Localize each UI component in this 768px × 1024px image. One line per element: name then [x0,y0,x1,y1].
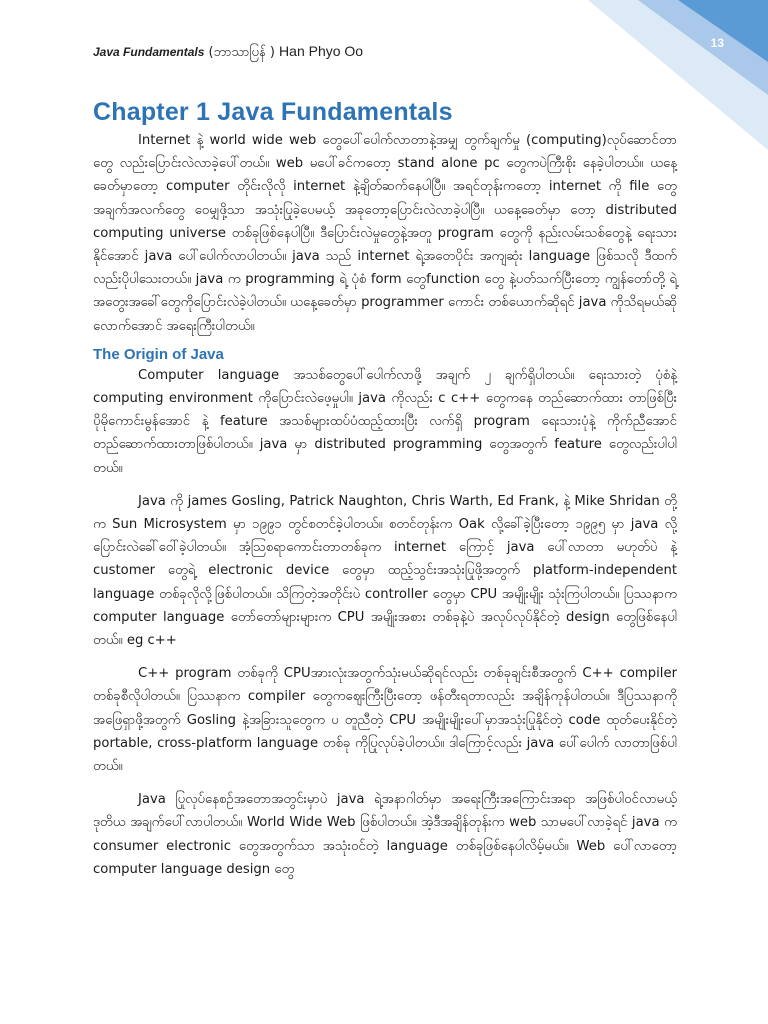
running-header [93,43,363,63]
section-paragraph-1: Computer language အသစ်တွေပေါ်ပေါက်လာဖို့ အချက် ၂ ချက်ရှိပါတယ်။ ရေးသားတဲ့ ပုံစံနဲ့ computing environment ကိုပြောင်းလဲဖေ့မှုပါ။ java ကိုလည်း c c++ တွေကနေ တည်ဆောက်ထား တာဖြစ်ပြီး ပိုမိုကောင်းမွန်အောင် နဲ့ feature အသစ်များထပ်ပံထည့်ထားပြီး လက်ရှိ program ရေးသားပုံနဲ့ ကိုက်ညီအောင် တည်ဆောက်ထားတာဖြစ်ပါတယ်။ java မှာ distributed programming တွေအတွက် feature တွေလည်းပါပါတယ်။ [93,367,677,476]
header-book-title: Java Fundamentals [93,45,205,59]
chapter-intro-paragraph: Internet နဲ့ world wide web တွေပေါ်ပေါက်လာတာနဲ့အမျှ တွက်ချက်မှု (computing)လုပ်ဆောင်တာတွေ လည်းပြောင်းလဲလာခဲ့ပေါ်တယ်။ web မပေါ်ခင်ကတော့ stand alone pc တွေကပဲကြီးစိုး နေခဲ့ပါတယ်။ ယနေ့ခေတ်မှာတော့ computer တိုင်းလိုလို internet နဲ့ချိတ်ဆက်နေပါပြီ။ အရင်တုန်းကတော့ internet ကို file တွေ အချက်အလက်တွေ ဝေမျှဖို့သာ အသုံးပြုခဲ့ပေမယ့် အခုတော့ပြောင်းလဲလာခဲ့ပါပြီ။ ယနေ့ခေတ်မှာ တော့ distributed computing universe တစ်ခုဖြစ်နေပါပြီ။ ဒီပြောင်းလဲမှုတွေနဲ့အတူ program တွေကို နည်းလမ်းသစ်တွေနဲ့ ရေးသားနိုင်အောင် java ပေါ်ပေါက်လာပါတယ်။ java သည် internet ရဲ့အတေပိုင်း အကျဆုံး language ဖြစ်သလို ဒီထက်လည်းပိုပါသေးတယ်။ java က programming ရဲ့ ပုံစံ form တွေfunction တွေ နဲ့ပတ်သက်ပြီးတော့ ကျွန်တော်တို့ ရဲ့ အတွေးအခေါ်တွေကိုပြောင်းလဲခဲ့ပါတယ်။ ယနေ့ခေတ်မှာ programmer ကောင်း တစ်ယောက်ဆိုရင် java ကိုသိရမယ်ဆိုလောက်အောင် အရေးကြီးပါတယ်။ [93,133,677,334]
chapter-title: Chapter 1 Java Fundamentals [93,98,453,126]
section-title: The Origin of Java [93,345,224,363]
header-language-note: (ဘာသာပြန် ) [208,45,275,60]
page-number: 13 [710,36,724,50]
header-author: Han Phyo Oo [279,43,364,59]
page-content [93,98,677,891]
section-paragraph-2: Java ကို james Gosling, Patrick Naughton, Chris Warth, Ed Frank, နဲ့ Mike Shridan တို့က Sun Microsystem မှာ ၁၉၉၁ တွင်စတင်ခဲ့ပါတယ်။ စတင်တုန်းက Oak လို့ခေါ်ခဲ့ပြီးတော့ ၁၉၉၅ မှာ java လို့ပြောင်းလဲခေါ်ဝေါ်ခဲ့ပါတယ်။ အံ့သြစရာကောင်းတာတစ်ခုက internet ကြောင့် java ပေါ်လာတာ မဟုတ်ပဲ နဲ့ customer တွေရဲ့ electronic device တွေမှာ ထည့်သွင်းအသုံးပြုဖို့အတွက် platform-independent language တစ်ခုလိုလို့ဖြစ်ပါတယ်။ သိကြတဲ့အတိုင်းပဲ controller တွေမှာ CPU အမျိုးမျိုး သုံးကြပါတယ်။ ပြဿနာက computer language တော်တော်များများက CPU အမျိုးအစား တစ်ခုနဲ့ပဲ အလုပ်လုပ်နိုင်တဲ့ design တွေဖြစ်နေပါတယ်။ eg c++ [93,493,677,649]
section-paragraph-3: C++ program တစ်ခုကို CPUအားလုံးအတွက်သုံးမယ်ဆိုရင်လည်း တစ်ခုချင်းစီအတွက် C++ compiler တစ်ခုစီလိုပါတယ်။ ပြဿနာက compiler တွေကဈေးကြီးပြီးတော့ ဖန်တီးရတာလည်း အချိန်ကုန်ပါတယ်။ ဒီပြဿနာကို အဖြေရှာဖို့အတွက် Gosling နဲ့အခြားသူတွေက ပ တူညီတဲ့ CPU အမျိုးမျိုးပေါ်မှာအသုံးပြုနိုင်တဲ့ code ထုတ်ပေးနိုင်တဲ့ portable, cross-platform language တစ်ခု ကိုပြုလုပ်ခဲ့ပါတယ်။ ဒါကြောင့်လည်း java ပေါ်ပေါက် လာတာဖြစ်ပါတယ်။ [93,666,677,775]
section-paragraph-4: Java ပြုလုပ်နေစဉ်အတောအတွင်းမှာပဲ java ရဲ့အနာဂါတ်မှာ အရေးကြီးအကြောင်းအရာ အဖြစ်ပါဝင်လာမယ့် ဒုတိယ အချက်ပေါ်လာပါတယ်။ World Wide Web ဖြစ်ပါတယ်။ အဲ့ဒီအချိန်တုန်းက web သာမပေါ်လာခဲ့ရင် java က consumer electronic တွေအတွက်သာ အသုံးဝင်တဲ့ language တစ်ခုဖြစ်နေပါလိမ့်မယ်။ Web ပေါ်လာတော့ computer language design တွေ [93,792,677,877]
